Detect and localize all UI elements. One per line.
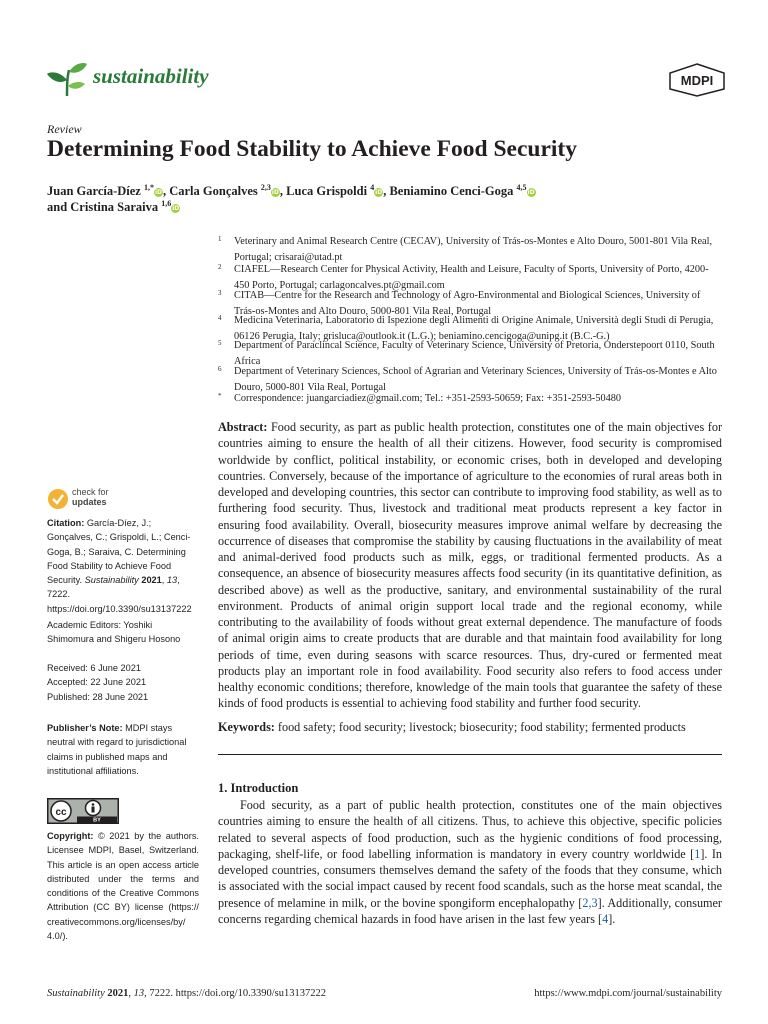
publisher-name: MDPI: [680, 73, 714, 88]
check-for-updates-badge[interactable]: check for updates: [47, 486, 167, 512]
author-name: Juan García-Díez: [47, 184, 141, 199]
divider: [218, 754, 722, 755]
affiliation-2: 2 CIAFEL—Research Center for Physical Activity, Health and Leisure, Faculty of Sports, University of Porto, 4200-450 Porto, Portugal; carlagoncalves.pt@gmail.com: [218, 263, 709, 291]
orcid-icon[interactable]: iD: [527, 189, 535, 197]
affiliation-1: 1 Veterinary and Animal Research Centre (CECAV), University of Trás-os-Montes e Alto Douro, 5001-801 Vila Real, Portugal; crisarai@utad.pt: [218, 235, 713, 263]
correspondence: * Correspondence: juangarciadiez@gmail.com; Tel.: +351-2593-50659; Fax: +351-2593-50480: [218, 392, 622, 404]
author-name: Beniamino Cenci-Goga: [389, 184, 514, 199]
affiliation-4: 4 Medicina Veterinaria, Laboratorio di Ispezione degli Alimenti di Origine Animale, Università degli Studi di Perugia, 06126 Perugia, Italy; grisluca@outlook.it (L.G.); beniamino.cencigoga@unipg.it (B.C.-G.): [218, 314, 714, 342]
article-title: Determining Food Stability to Achieve Food Security: [47, 136, 578, 162]
orcid-icon[interactable]: iD: [172, 205, 180, 213]
journal-leaf-logo: [45, 58, 89, 98]
footer-journal-url[interactable]: https://www.mdpi.com/journal/sustainability: [534, 988, 722, 999]
authors-line-1: Juan García-Díez $^{1,*}$iD, Carla Gonçalves $^{2,3}$iD, Luca Grispoldi $^4$iD, Beniamino Cenci-Goga $^{4,5}$iD: [47, 183, 535, 199]
abstract-label: Abstract:: [218, 420, 268, 434]
orcid-icon[interactable]: iD: [375, 189, 383, 197]
citation-link[interactable]: 4: [602, 912, 609, 927]
affiliation-6: 6 Department of Veterinary Sciences, School of Agrarian and Veterinary Sciences, University of Trás-os-Montes e Alto Douro, 5000-801 Vila Real, Portugal: [218, 365, 717, 393]
article-type: Review: [47, 122, 82, 136]
dates-block: [47, 661, 199, 704]
affiliation-3: 3 CITAB—Centre for the Research and Technology of Agro-Environmental and Biological Sciences, University of Trás-os-Montes and Alto Douro, 5000-801 Vila Real, Portugal: [218, 289, 701, 317]
abstract-text: Food security, as part as public health protection, constitutes one of the main objectives for countries aiming to ensure the health of all their citizens. However, food security is compromised worldwide by conflict, political instability, or economic crises, both in developed and developing countries. Conversely, because of the importance of agriculture to the economies of rural areas both in developed and developing countries, this sector can contribute to improving food stability, as well as to furthering food security. Thus, livestock and traditional meat products represent a key factor in ensuring food availability. Overall, biosecurity measures improve animal welfare by decreasing the occurrence of diseases that compromise the stability by causing fluctuations in the availability of meat and animal-derived food products such as milk, eggs, or traditional fermented products. As a consequence, an absence of biosecurity measures affects food security (in its quantitative definition, as described above) as well as the productive, sanitary, and environmental sustainability of the rural environment. Products of animal origin support local trade and the regional economy, while contributing to the availability of foods without great external dependence. The manufacture of foods of animal origin aims to create products that are durable and that maintain food availability for long periods of time, even during seasons with scarce resources. Thus, dry-cured or fermented meat products play an important role in food availability. Food security also refers to food access under healthy economic conditions; therefore, knowledge of the main tools that guarantee the safety of these kinds of food products is essential to achieving food stability and further food security.: [218, 420, 723, 711]
keywords: [218, 720, 722, 735]
abstract: [218, 419, 722, 712]
section-heading: 1. Introduction: [218, 781, 299, 795]
orcid-icon[interactable]: iD: [154, 189, 162, 197]
copyright-block: Copyright: © 2021 by the authors. Licensee MDPI, Basel, Switzerland. This article is an open access article distributed under the terms and conditions of the Creative Commons Attribution (CC BY) license (https:// creativecommons.org/licenses/by/ 4.0/).: [47, 831, 199, 942]
citation-link[interactable]: 1: [694, 846, 701, 861]
citation-link[interactable]: 2,3: [582, 895, 598, 910]
intro-paragraph: Food security, as a part of public health protection, constitutes one of the main objectives countries aiming to ensure the health of all citizens. Thus, to achieve this objective, specific policies related to several aspects of food production, such as the hygienic conditions of food processing, packaging, shelf-life, or food labelling information is mandatory in every country worldwide [1]. In developed countries, consumers themselves demand the safety of the foods that they consume, which is associated with the social impact caused by recent food scandals, such as the horse meat scandal, the presence of melamine in milk, or the bovine spongiform encephalopathy [2,3]. Additionally, consumer concerns regarding chemical hazards in food have arisen in the last few years [4].: [218, 798, 723, 927]
author-name: Luca Grispoldi: [286, 184, 368, 199]
publisher-note: Publisher’s Note: MDPI stays neutral with regard to jurisdictional claims in published maps and institutional affiliations.: [47, 723, 187, 776]
author-name: Carla Gonçalves: [169, 184, 258, 199]
affiliation-5: 5 Department of Paraclincal Science, Faculty of Veterinary Science, University of Pretoria, Onderstepoort 0110, South Africa: [218, 339, 715, 367]
check-updates-icon: [47, 488, 69, 510]
keywords-label: Keywords:: [218, 720, 275, 734]
accepted-date: Accepted: 22 June 2021: [47, 677, 147, 688]
footer-citation: Sustainability 2021, 13, 7222. https://doi.org/10.3390/su13137222: [47, 988, 326, 999]
keywords-text: food safety; food security; livestock; biosecurity; food stability; fermented products: [277, 720, 686, 734]
authors-line-2: and Cristina Saraiva $^{1,6}$iD: [47, 199, 180, 215]
orcid-icon[interactable]: iD: [271, 189, 279, 197]
citation-block: Citation: García-Díez, J.; Gonçalves, C.; Grispoldi, L.; Cenci-Goga, B.; Saraiva, C. Determining Food Stability to Achieve Food Security. Sustainability 2021, 13, 7222. https://doi.org/10.3390/su13137222: [47, 518, 192, 614]
received-date: Received: 6 June 2021: [47, 663, 141, 673]
journal-name: sustainability: [93, 64, 209, 88]
mdpi-logo: [668, 63, 726, 97]
svg-text:BY: BY: [93, 817, 101, 824]
svg-text:cc: cc: [55, 807, 67, 818]
academic-editors: Academic Editors: Yoshiki Shimomura and Shigeru Hosono: [47, 620, 181, 645]
author-name: Cristina Saraiva: [70, 200, 159, 215]
published-date: Published: 28 June 2021: [47, 691, 149, 702]
cc-by-license-icon[interactable]: [47, 798, 119, 824]
